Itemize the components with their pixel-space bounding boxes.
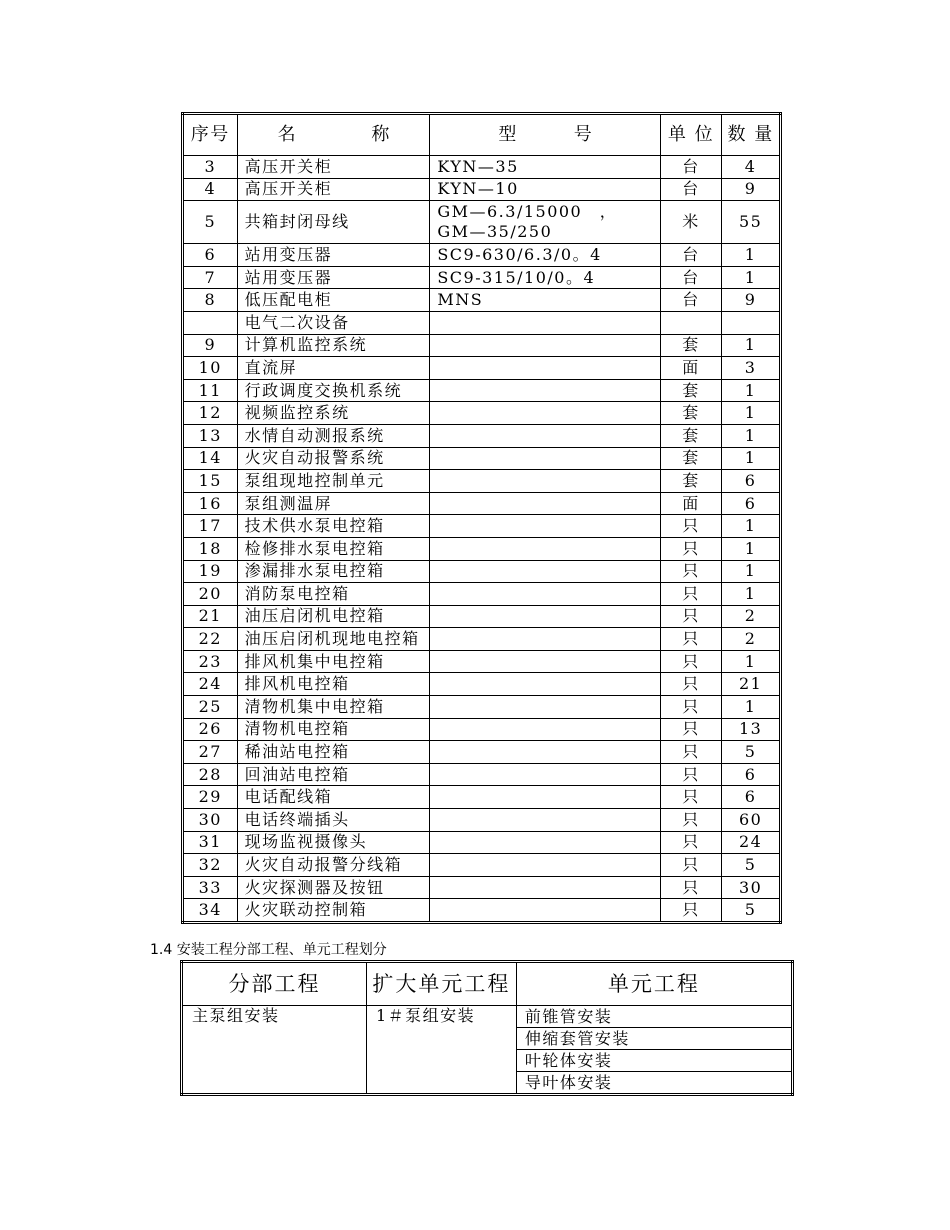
cell-name: 清物机集中电控箱 [237, 696, 430, 719]
cell-model [430, 560, 660, 583]
cell-qty: 5 [722, 854, 781, 877]
cell-unit: 只 [660, 583, 722, 606]
cell-name: 消防泵电控箱 [237, 583, 430, 606]
cell-model [430, 424, 660, 447]
unit-cell: 导叶体安装 [516, 1072, 792, 1095]
cell-name: 站用变压器 [237, 266, 430, 289]
table-row [183, 357, 781, 380]
cell-name: 渗漏排水泵电控箱 [237, 560, 430, 583]
table-row [183, 379, 781, 402]
cell-seq: 21 [183, 605, 238, 628]
cell-seq: 23 [183, 650, 238, 673]
table-row [183, 583, 781, 606]
unit-cell: 伸缩套管安装 [516, 1028, 792, 1050]
cell-name: 火灾自动报警系统 [237, 447, 430, 470]
cell-model [430, 831, 660, 854]
cell-name: 技术供水泵电控箱 [237, 515, 430, 538]
cell-seq: 6 [183, 244, 238, 267]
cell-model [430, 650, 660, 673]
cell-qty: 6 [722, 786, 781, 809]
cell-unit: 套 [660, 379, 722, 402]
cell-model [430, 334, 660, 357]
header-name: 名 称 [237, 114, 430, 156]
cell-seq: 24 [183, 673, 238, 696]
cell-name: 排风机集中电控箱 [237, 650, 430, 673]
header-seq: 序号 [183, 114, 238, 156]
cell-unit: 台 [660, 266, 722, 289]
table-row [183, 266, 781, 289]
cell-name: 高压开关柜 [237, 178, 430, 201]
table-row [183, 311, 781, 334]
cell-qty: 9 [722, 178, 781, 201]
cell-unit: 只 [660, 628, 722, 651]
cell-name: 低压配电柜 [237, 289, 430, 312]
cell-name: 稀油站电控箱 [237, 741, 430, 764]
cell-model [430, 763, 660, 786]
cell-name: 共箱封闭母线 [237, 201, 430, 244]
cell-unit: 只 [660, 741, 722, 764]
cell-seq [183, 311, 238, 334]
cell-seq: 26 [183, 718, 238, 741]
cell-unit: 只 [660, 718, 722, 741]
cell-name: 排风机电控箱 [237, 673, 430, 696]
cell-unit: 只 [660, 786, 722, 809]
cell-model [430, 605, 660, 628]
cell-seq: 30 [183, 809, 238, 832]
table-row [183, 809, 781, 832]
cell-model [430, 447, 660, 470]
cell-unit: 面 [660, 492, 722, 515]
table-row [183, 741, 781, 764]
cell-name: 泵组现地控制单元 [237, 470, 430, 493]
table-row [183, 831, 781, 854]
expanded-unit-cell: 1＃泵组安装 [366, 1006, 516, 1095]
cell-qty: 30 [722, 876, 781, 899]
cell-qty: 1 [722, 244, 781, 267]
cell-name: 电话终端插头 [237, 809, 430, 832]
cell-qty: 13 [722, 718, 781, 741]
section-heading: 1.4 安装工程分部工程、单元工程划分 [150, 942, 387, 958]
cell-model [430, 809, 660, 832]
table-row [183, 447, 781, 470]
cell-model [430, 673, 660, 696]
cell-seq: 20 [183, 583, 238, 606]
cell-model [430, 311, 660, 334]
table-row [183, 718, 781, 741]
table-row [183, 492, 781, 515]
cell-seq: 14 [183, 447, 238, 470]
cell-name: 视频监控系统 [237, 402, 430, 425]
division-table [180, 960, 794, 1096]
header-expanded-unit: 扩大单元工程 [366, 962, 516, 1006]
cell-unit: 台 [660, 156, 722, 179]
header-model: 型 号 [430, 114, 660, 156]
cell-unit: 只 [660, 809, 722, 832]
cell-qty: 5 [722, 741, 781, 764]
cell-name: 行政调度交换机系统 [237, 379, 430, 402]
cell-seq: 13 [183, 424, 238, 447]
cell-model [430, 786, 660, 809]
table-row [183, 673, 781, 696]
table-row [183, 605, 781, 628]
cell-seq: 7 [183, 266, 238, 289]
cell-name: 电话配线箱 [237, 786, 430, 809]
table-row [183, 402, 781, 425]
cell-model [430, 492, 660, 515]
cell-unit: 只 [660, 673, 722, 696]
cell-unit: 台 [660, 244, 722, 267]
cell-qty: 1 [722, 402, 781, 425]
table-header-row [183, 114, 781, 156]
cell-name: 水情自动测报系统 [237, 424, 430, 447]
cell-qty: 60 [722, 809, 781, 832]
cell-seq: 22 [183, 628, 238, 651]
cell-seq: 19 [183, 560, 238, 583]
cell-unit: 只 [660, 696, 722, 719]
cell-seq: 11 [183, 379, 238, 402]
table-row [183, 156, 781, 179]
table-row [183, 470, 781, 493]
cell-seq: 15 [183, 470, 238, 493]
table-row [183, 424, 781, 447]
cell-qty: 5 [722, 899, 781, 923]
cell-qty: 9 [722, 289, 781, 312]
cell-qty: 4 [722, 156, 781, 179]
header-unit: 单 位 [660, 114, 722, 156]
cell-model [430, 876, 660, 899]
unit-cell: 叶轮体安装 [516, 1050, 792, 1072]
cell-unit: 只 [660, 831, 722, 854]
cell-qty: 6 [722, 470, 781, 493]
cell-model [430, 899, 660, 923]
cell-unit: 只 [660, 560, 722, 583]
table-row [183, 786, 781, 809]
cell-name: 泵组测温屏 [237, 492, 430, 515]
cell-qty: 1 [722, 515, 781, 538]
table-row [183, 537, 781, 560]
cell-model: MNS [430, 289, 660, 312]
cell-unit: 只 [660, 876, 722, 899]
cell-model [430, 696, 660, 719]
header-division: 分部工程 [182, 962, 367, 1006]
division-row [182, 1006, 793, 1028]
cell-model [430, 741, 660, 764]
cell-model [430, 583, 660, 606]
table-row [183, 696, 781, 719]
cell-model [430, 628, 660, 651]
table-row [183, 876, 781, 899]
cell-seq: 18 [183, 537, 238, 560]
division-cell: 主泵组安装 [182, 1006, 367, 1095]
cell-model [430, 854, 660, 877]
table-row [183, 178, 781, 201]
cell-name: 检修排水泵电控箱 [237, 537, 430, 560]
cell-seq: 27 [183, 741, 238, 764]
cell-unit: 台 [660, 178, 722, 201]
cell-model [430, 402, 660, 425]
cell-qty: 1 [722, 560, 781, 583]
cell-model [430, 718, 660, 741]
cell-seq: 10 [183, 357, 238, 380]
header-qty: 数 量 [722, 114, 781, 156]
cell-unit: 只 [660, 537, 722, 560]
cell-name: 火灾联动控制箱 [237, 899, 430, 923]
cell-unit: 套 [660, 470, 722, 493]
cell-unit: 套 [660, 424, 722, 447]
cell-seq: 25 [183, 696, 238, 719]
cell-name: 高压开关柜 [237, 156, 430, 179]
cell-seq: 5 [183, 201, 238, 244]
header-unit-project: 单元工程 [516, 962, 792, 1006]
cell-model [430, 515, 660, 538]
cell-qty: 3 [722, 357, 781, 380]
equipment-table [181, 112, 782, 924]
cell-unit: 套 [660, 402, 722, 425]
cell-model [430, 537, 660, 560]
cell-qty: 2 [722, 628, 781, 651]
cell-qty: 1 [722, 583, 781, 606]
cell-qty: 6 [722, 763, 781, 786]
table-row [183, 560, 781, 583]
cell-seq: 31 [183, 831, 238, 854]
table-row [183, 515, 781, 538]
cell-unit: 面 [660, 357, 722, 380]
cell-model [430, 379, 660, 402]
cell-seq: 33 [183, 876, 238, 899]
cell-name: 现场监视摄像头 [237, 831, 430, 854]
cell-model: GM—6.3/15000 ， GM—35/250 [430, 201, 660, 244]
table-row [183, 899, 781, 923]
table-row [183, 854, 781, 877]
cell-seq: 4 [183, 178, 238, 201]
cell-name: 电气二次设备 [237, 311, 430, 334]
cell-name: 回油站电控箱 [237, 763, 430, 786]
table-row [183, 763, 781, 786]
table-row [183, 244, 781, 267]
cell-unit: 只 [660, 854, 722, 877]
cell-qty: 55 [722, 201, 781, 244]
cell-qty: 1 [722, 650, 781, 673]
table-row [183, 650, 781, 673]
cell-model: SC9-630/6.3/0。4 [430, 244, 660, 267]
cell-unit: 只 [660, 763, 722, 786]
cell-unit: 只 [660, 605, 722, 628]
cell-qty: 1 [722, 447, 781, 470]
cell-qty: 6 [722, 492, 781, 515]
unit-cell: 前锥管安装 [516, 1006, 792, 1028]
cell-unit: 只 [660, 515, 722, 538]
cell-name: 油压启闭机现地电控箱 [237, 628, 430, 651]
cell-seq: 34 [183, 899, 238, 923]
cell-unit: 套 [660, 334, 722, 357]
cell-name: 站用变压器 [237, 244, 430, 267]
cell-model [430, 470, 660, 493]
cell-model: KYN—10 [430, 178, 660, 201]
cell-seq: 9 [183, 334, 238, 357]
cell-qty: 21 [722, 673, 781, 696]
cell-unit: 套 [660, 447, 722, 470]
cell-name: 油压启闭机电控箱 [237, 605, 430, 628]
cell-seq: 16 [183, 492, 238, 515]
cell-model [430, 357, 660, 380]
cell-seq: 32 [183, 854, 238, 877]
cell-name: 火灾探测器及按钮 [237, 876, 430, 899]
cell-name: 直流屏 [237, 357, 430, 380]
cell-unit: 台 [660, 289, 722, 312]
table-row [183, 289, 781, 312]
cell-unit [660, 311, 722, 334]
cell-seq: 12 [183, 402, 238, 425]
cell-unit: 只 [660, 899, 722, 923]
cell-qty: 1 [722, 334, 781, 357]
cell-qty: 1 [722, 696, 781, 719]
cell-model: SC9-315/10/0。4 [430, 266, 660, 289]
cell-qty: 1 [722, 537, 781, 560]
cell-seq: 17 [183, 515, 238, 538]
cell-seq: 28 [183, 763, 238, 786]
cell-qty [722, 311, 781, 334]
cell-qty: 1 [722, 266, 781, 289]
cell-qty: 24 [722, 831, 781, 854]
table-row [183, 201, 781, 244]
division-header-row [182, 962, 793, 1006]
cell-name: 火灾自动报警分线箱 [237, 854, 430, 877]
table-row [183, 628, 781, 651]
cell-seq: 29 [183, 786, 238, 809]
cell-unit: 米 [660, 201, 722, 244]
cell-qty: 1 [722, 379, 781, 402]
table-row [183, 334, 781, 357]
cell-unit: 只 [660, 650, 722, 673]
cell-name: 清物机电控箱 [237, 718, 430, 741]
cell-name: 计算机监控系统 [237, 334, 430, 357]
cell-qty: 2 [722, 605, 781, 628]
cell-model: KYN—35 [430, 156, 660, 179]
cell-seq: 3 [183, 156, 238, 179]
cell-qty: 1 [722, 424, 781, 447]
cell-seq: 8 [183, 289, 238, 312]
